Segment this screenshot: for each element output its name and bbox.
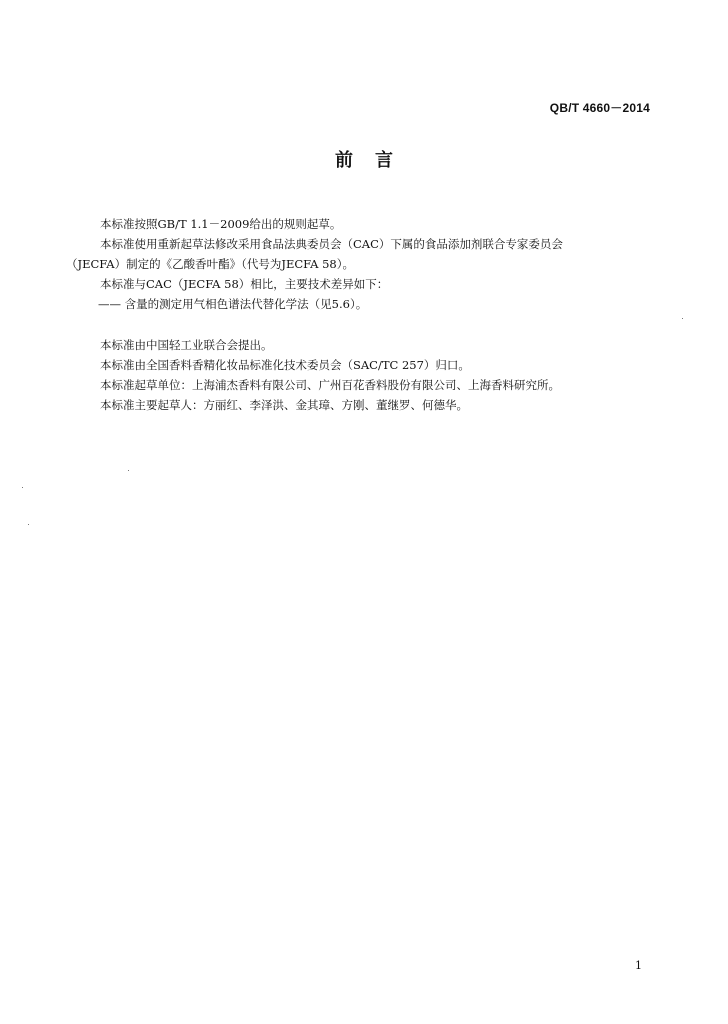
paragraph-drafters: 本标准主要起草人：方丽红、李泽洪、金其璋、方刚、董继罗、何德华。 [100,398,468,412]
paragraph-proposed-by: 本标准由中国轻工业联合会提出。 [100,338,273,352]
list-item-difference: —— 含量的测定用气相色谱法代替化学法（见5.6）。 [98,297,368,311]
paragraph-drafting-units: 本标准起草单位：上海浦杰香料有限公司、广州百花香料股份有限公司、上海香料研究所。 [100,378,560,392]
paragraph-adoption-continued: （JECFA）制定的《乙酸香叶酯》（代号为JECFA 58）。 [66,257,354,271]
paragraph-centralized-by: 本标准由全国香料香精化妆品标准化技术委员会（SAC/TC 257）归口。 [100,358,470,372]
foreword-block-organizations [76,335,656,415]
scan-speck [128,470,129,471]
standard-number: QB/T 4660－2014 [549,101,650,115]
page-number: 1 [635,959,642,972]
paragraph-drafting-rules: 本标准按照GB/T 1.1－2009给出的规则起草。 [100,217,342,231]
foreword-block-drafting [66,214,656,314]
paragraph-differences: 本标准与CAC（JECFA 58）相比，主要技术差异如下： [100,277,389,291]
scan-speck [28,524,29,525]
scan-speck [22,487,23,488]
paragraph-adoption: 本标准使用重新起草法修改采用食品法典委员会（CAC）下属的食品添加剂联合专家委员会 [100,237,563,251]
page-title: 前言 [335,150,415,171]
scan-speck [682,318,683,319]
